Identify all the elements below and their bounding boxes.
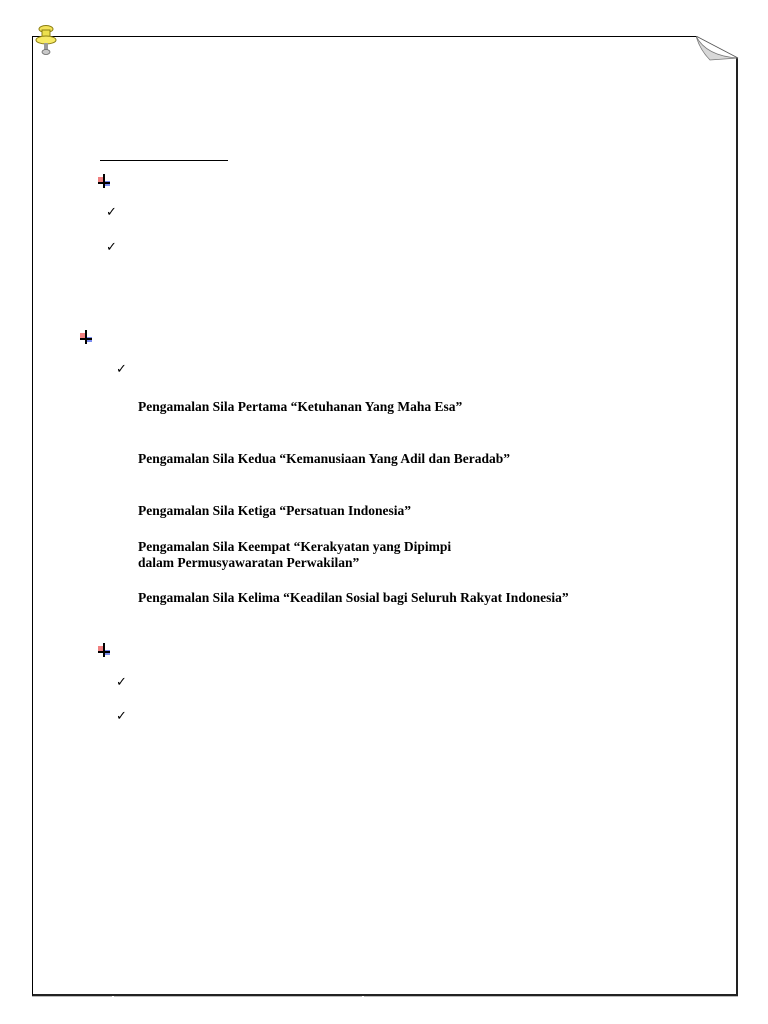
list-item: Pengamalan Sila Kedua “Kemanusiaan Yang Adil dan Beradab” — [138, 451, 510, 466]
list-item: Pengamalan Sila Kelima “Keadilan Sosial bagi Seluruh Rakyat Indonesia” — [138, 590, 569, 605]
cross-square-bullet-icon — [97, 174, 111, 188]
list-item: Pengamalan Sila Pertama “Ketuhanan Yang Maha Esa” — [138, 399, 463, 414]
footer-divider — [32, 996, 112, 997]
list-item: Pengamalan Sila Keempat “Kerakyatan yang Dipimpi — [138, 539, 452, 554]
footer-divider — [364, 996, 738, 997]
checkmark-icon: ✓ — [116, 709, 127, 724]
checkmark-icon: ✓ — [116, 675, 127, 690]
checkmark-icon: ✓ — [106, 205, 117, 220]
pushpin-icon — [33, 24, 59, 58]
heading-underline — [100, 160, 228, 161]
cross-square-bullet-icon — [97, 643, 111, 657]
checkmark-icon: ✓ — [116, 362, 127, 377]
list-item: Pengamalan Sila Ketiga “Persatuan Indonesia” — [138, 503, 412, 518]
cross-square-bullet-icon — [79, 330, 93, 344]
footer-divider — [114, 996, 362, 997]
page-curl-icon — [696, 36, 740, 62]
list-item: dalam Permusyawaratan Perwakilan” — [138, 555, 360, 570]
checkmark-icon: ✓ — [106, 240, 117, 255]
